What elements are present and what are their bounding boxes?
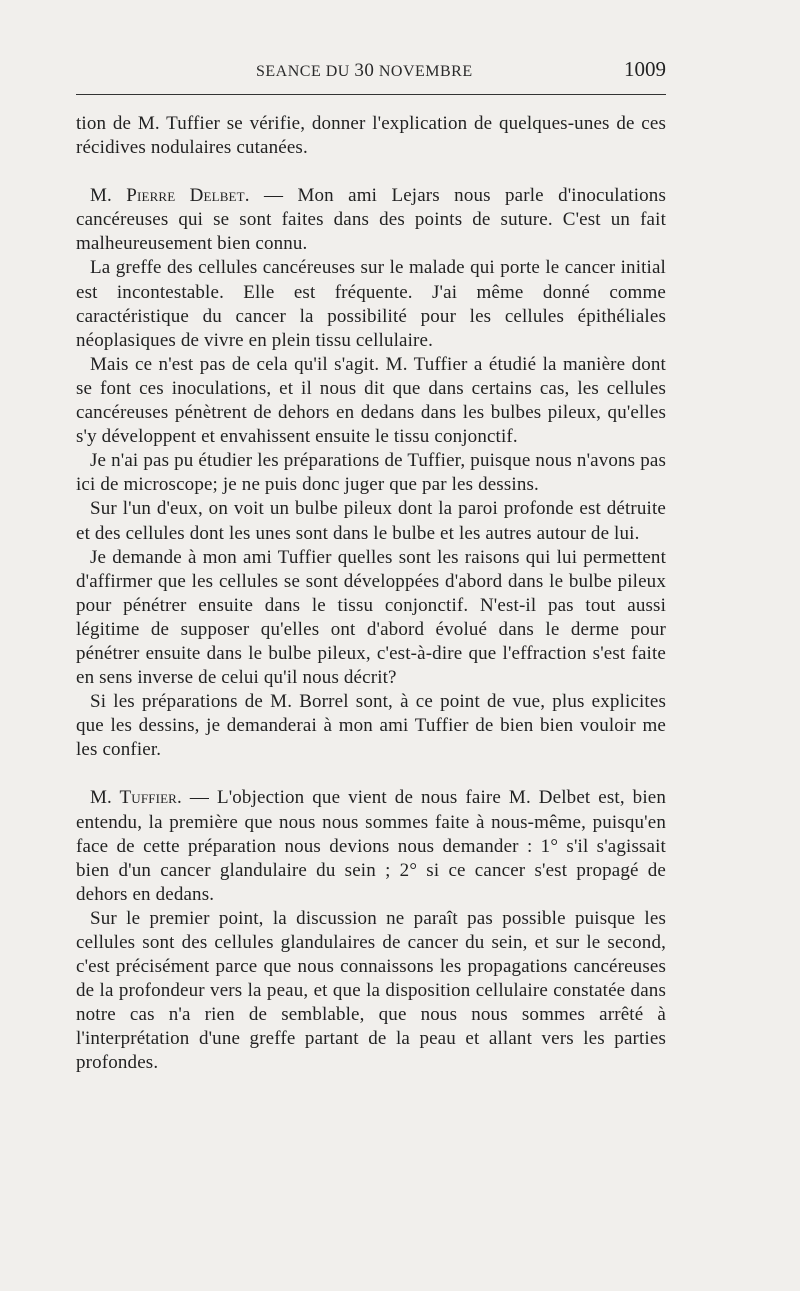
paragraph: Si les préparations de M. Borrel sont, à ce point de vue, plus explicites que les dessins, je demanderai à mon ami Tuffier de bien bien vouloir me les confier. (76, 691, 666, 761)
paragraph: M. Tuffier. — L'objection que vient de nous faire M. Delbet est, bien entendu, la première que nous nous sommes faite à nous-même, puisqu'en face de cette préparation nous devions nous demander : 1° s'il s'agissait bien d'un cancer glandulaire du sein ; 2° si ce cancer s'est propagé de dehors en dedans. (76, 787, 666, 905)
page-number: 1009 (624, 57, 666, 81)
header-rule (76, 94, 666, 95)
paragraph: Sur le premier point, la discussion ne paraît pas possible puisque les cellules sont des cellules glandulaires de cancer du sein, et sur le second, c'est précisément parce que nous connaissons les propagations cancéreuses de la profondeur vers la peau, et que la disposition cellulaire constatée dans notre cas n'a rien de semblable, que nous nous sommes arrêté à l'interprétation d'une greffe partant de la peau et allant vers les parties profondes. (76, 907, 666, 1074)
title-day: 30 (354, 60, 375, 81)
paragraph: tion de M. Tuffier se vérifie, donner l'explication de quelques-unes de ces récidives nodulaires cutanées. (76, 113, 666, 159)
paragraph: Je n'ai pas pu étudier les préparations de Tuffier, puisque nous n'avons pas ici de microscope; je ne puis donc juger que par les dessins. (76, 450, 666, 496)
paragraph: La greffe des cellules cancéreuses sur le malade qui porte le cancer initial est incontestable. Elle est fréquente. J'ai même donné comme caractéristique du cancer la possibilité pour les cellules épithéliales néoplasiques de vivre en plein tissu cellulaire. (76, 257, 666, 351)
speaker-name: M. Pierre Delbet. (90, 185, 250, 207)
title-suffix: NOVEMBRE (374, 63, 473, 80)
paragraph: Je demande à mon ami Tuffier quelles sont les raisons qui lui permettent d'affirmer que les cellules se sont développées d'abord dans le bulbe pileux pour pénétrer ensuite dans le tissu conjonctif. N'est-il pas tout aussi légitime de supposer qu'elles ont d'abord évolué dans le derme pour pénétrer ensuite dans le bulbe pileux, c'est-à-dire que l'effraction s'est faite en sens inverse de celui qu'il nous décrit? (76, 546, 666, 689)
paragraph: M. Pierre Delbet. — Mon ami Lejars nous parle d'inoculations cancéreuses qui se sont faites dans des points de suture. C'est un fait malheureusement bien connu. (76, 185, 666, 255)
paragraph: Sur l'un d'eux, on voit un bulbe pileux dont la paroi profonde est détruite et des cellules dont les unes sont dans le bulbe et les autres autour de lui. (76, 498, 666, 544)
speaker-name: M. Tuffier. (90, 787, 182, 809)
body-text (76, 112, 666, 1076)
paragraph: Mais ce n'est pas de cela qu'il s'agit. M. Tuffier a étudié la manière dont se font ces inoculations, et il nous dit que dans certains cas, les cellules cancéreuses pénètrent de dehors en dedans dans les bulbes pileux, qu'elles s'y développent et envahissent ensuite le tissu conjonctif. (76, 353, 666, 448)
title-prefix: SEANCE DU (256, 63, 355, 80)
running-title (256, 60, 473, 82)
running-header (76, 57, 666, 85)
